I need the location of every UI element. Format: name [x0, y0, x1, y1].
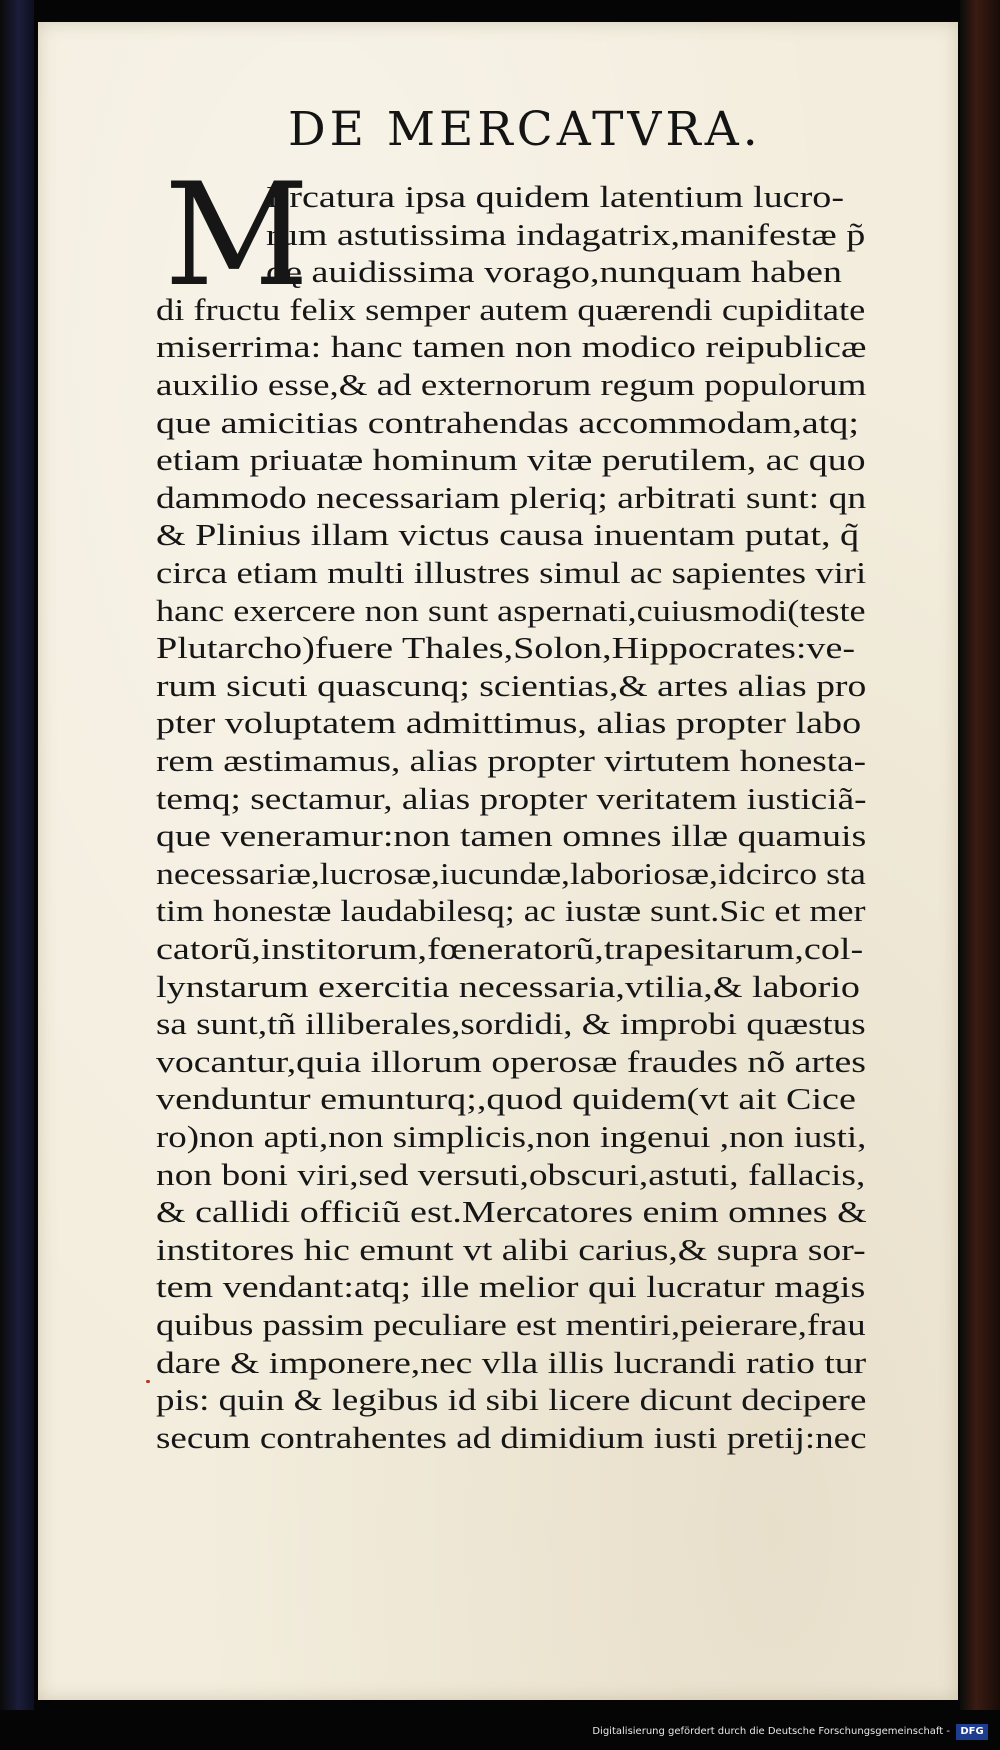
text-line: circa etiam multi illustres simul ac sapientes viri [156, 556, 867, 590]
page-heading: DE MERCATVRA. [288, 102, 762, 157]
text-line: quibus passim peculiare est mentiri,peierare,frau [156, 1308, 866, 1342]
book-binding [0, 0, 34, 1710]
dfg-logo: DFG [956, 1724, 988, 1740]
text-line: Ercatura ipsa quidem latentium lucro- [266, 180, 845, 214]
text-line: secum contrahentes ad dimidium iusti pretij:nec [156, 1420, 867, 1455]
text-line: rum astutissima indagatrix,manifestæ p̃ [266, 217, 866, 252]
book-edge [960, 0, 1000, 1710]
text-line: & callidi officiũ est.Mercatores enim omnes & [156, 1195, 867, 1230]
text-line: rum sicuti quascunq; scientias,& artes alias pro [156, 668, 867, 703]
text-line: etiam priuatæ hominum vitæ perutilem, ac quo [156, 443, 866, 478]
text-line: hanc exercere non sunt aspernati,cuiusmodi(teste [156, 593, 866, 628]
text-line: dę auidissima vorago,nunquam haben [266, 255, 842, 290]
text-line: vocantur,quia illorum operosæ fraudes nõ artes [156, 1044, 867, 1079]
text-line: dammodo necessariam pleriq; arbitrati sunt: qn [156, 480, 867, 515]
ink-speck [146, 1380, 150, 1383]
text-line: lynstarum exercitia necessaria,vtilia,& laborio [156, 969, 861, 1004]
text-line: non boni viri,sed versuti,obscuri,astuti, fallacis, [156, 1157, 866, 1192]
text-line: temq; sectamur, alias propter veritatem iusticiã- [156, 781, 867, 816]
text-line: sa sunt,tñ illiberales,sordidi, & improbi quæstus [156, 1007, 866, 1042]
text-line: ro)non apti,non simplicis,non ingenui ,non iusti, [156, 1120, 867, 1154]
text-line: dare & imponere,nec vlla illis lucrandi ratio tur [156, 1345, 867, 1380]
text-line: miserrima: hanc tamen non modico reipublicæ [156, 330, 867, 365]
drop-cap-initial: M [164, 153, 310, 318]
footer-bar [0, 1720, 1000, 1750]
text-line: que amicitias contrahendas accommodam,atq; [156, 405, 859, 440]
text-line: pis: quin & legibus id sibi licere dicunt decipere [156, 1383, 867, 1418]
text-line: pter voluptatem admittimus, alias propter labo [156, 706, 862, 741]
text-line: tem vendant:atq; ille melior qui lucratur magis [156, 1270, 866, 1305]
text-line: rem æstimamus, alias propter virtutem honesta- [156, 744, 867, 778]
text-line: necessariæ,lucrosæ,iucundæ,laboriosæ,idcirco sta [156, 856, 866, 891]
footer-credit: Digitalisierung gefördert durch die Deutsche Forschungsgemeinschaft - [592, 1726, 950, 1737]
text-line: institores hic emunt vt alibi carius,& supra sor- [156, 1232, 866, 1267]
book-page [38, 22, 958, 1700]
body-text [38, 22, 958, 1700]
text-line: catorũ,institorum,fœneratorũ,trapesitarum,col- [156, 932, 864, 966]
text-line: Plutarcho)fuere Thales,Solon,Hippocrates:ve- [156, 631, 856, 666]
text-line: que veneramur:non tamen omnes illæ quamuis [156, 819, 867, 854]
text-line: di fructu felix semper autem quærendi cupiditate [156, 292, 866, 327]
text-line: venduntur emunturq;,quod quidem(vt ait Cice [156, 1082, 856, 1117]
text-line: tim honestæ laudabilesq; ac iustæ sunt.Sic et mer [156, 894, 866, 929]
text-line: & Plinius illam victus causa inuentam putat, q̃ [156, 518, 860, 553]
text-line: auxilio esse,& ad externorum regum populorum [156, 368, 867, 402]
